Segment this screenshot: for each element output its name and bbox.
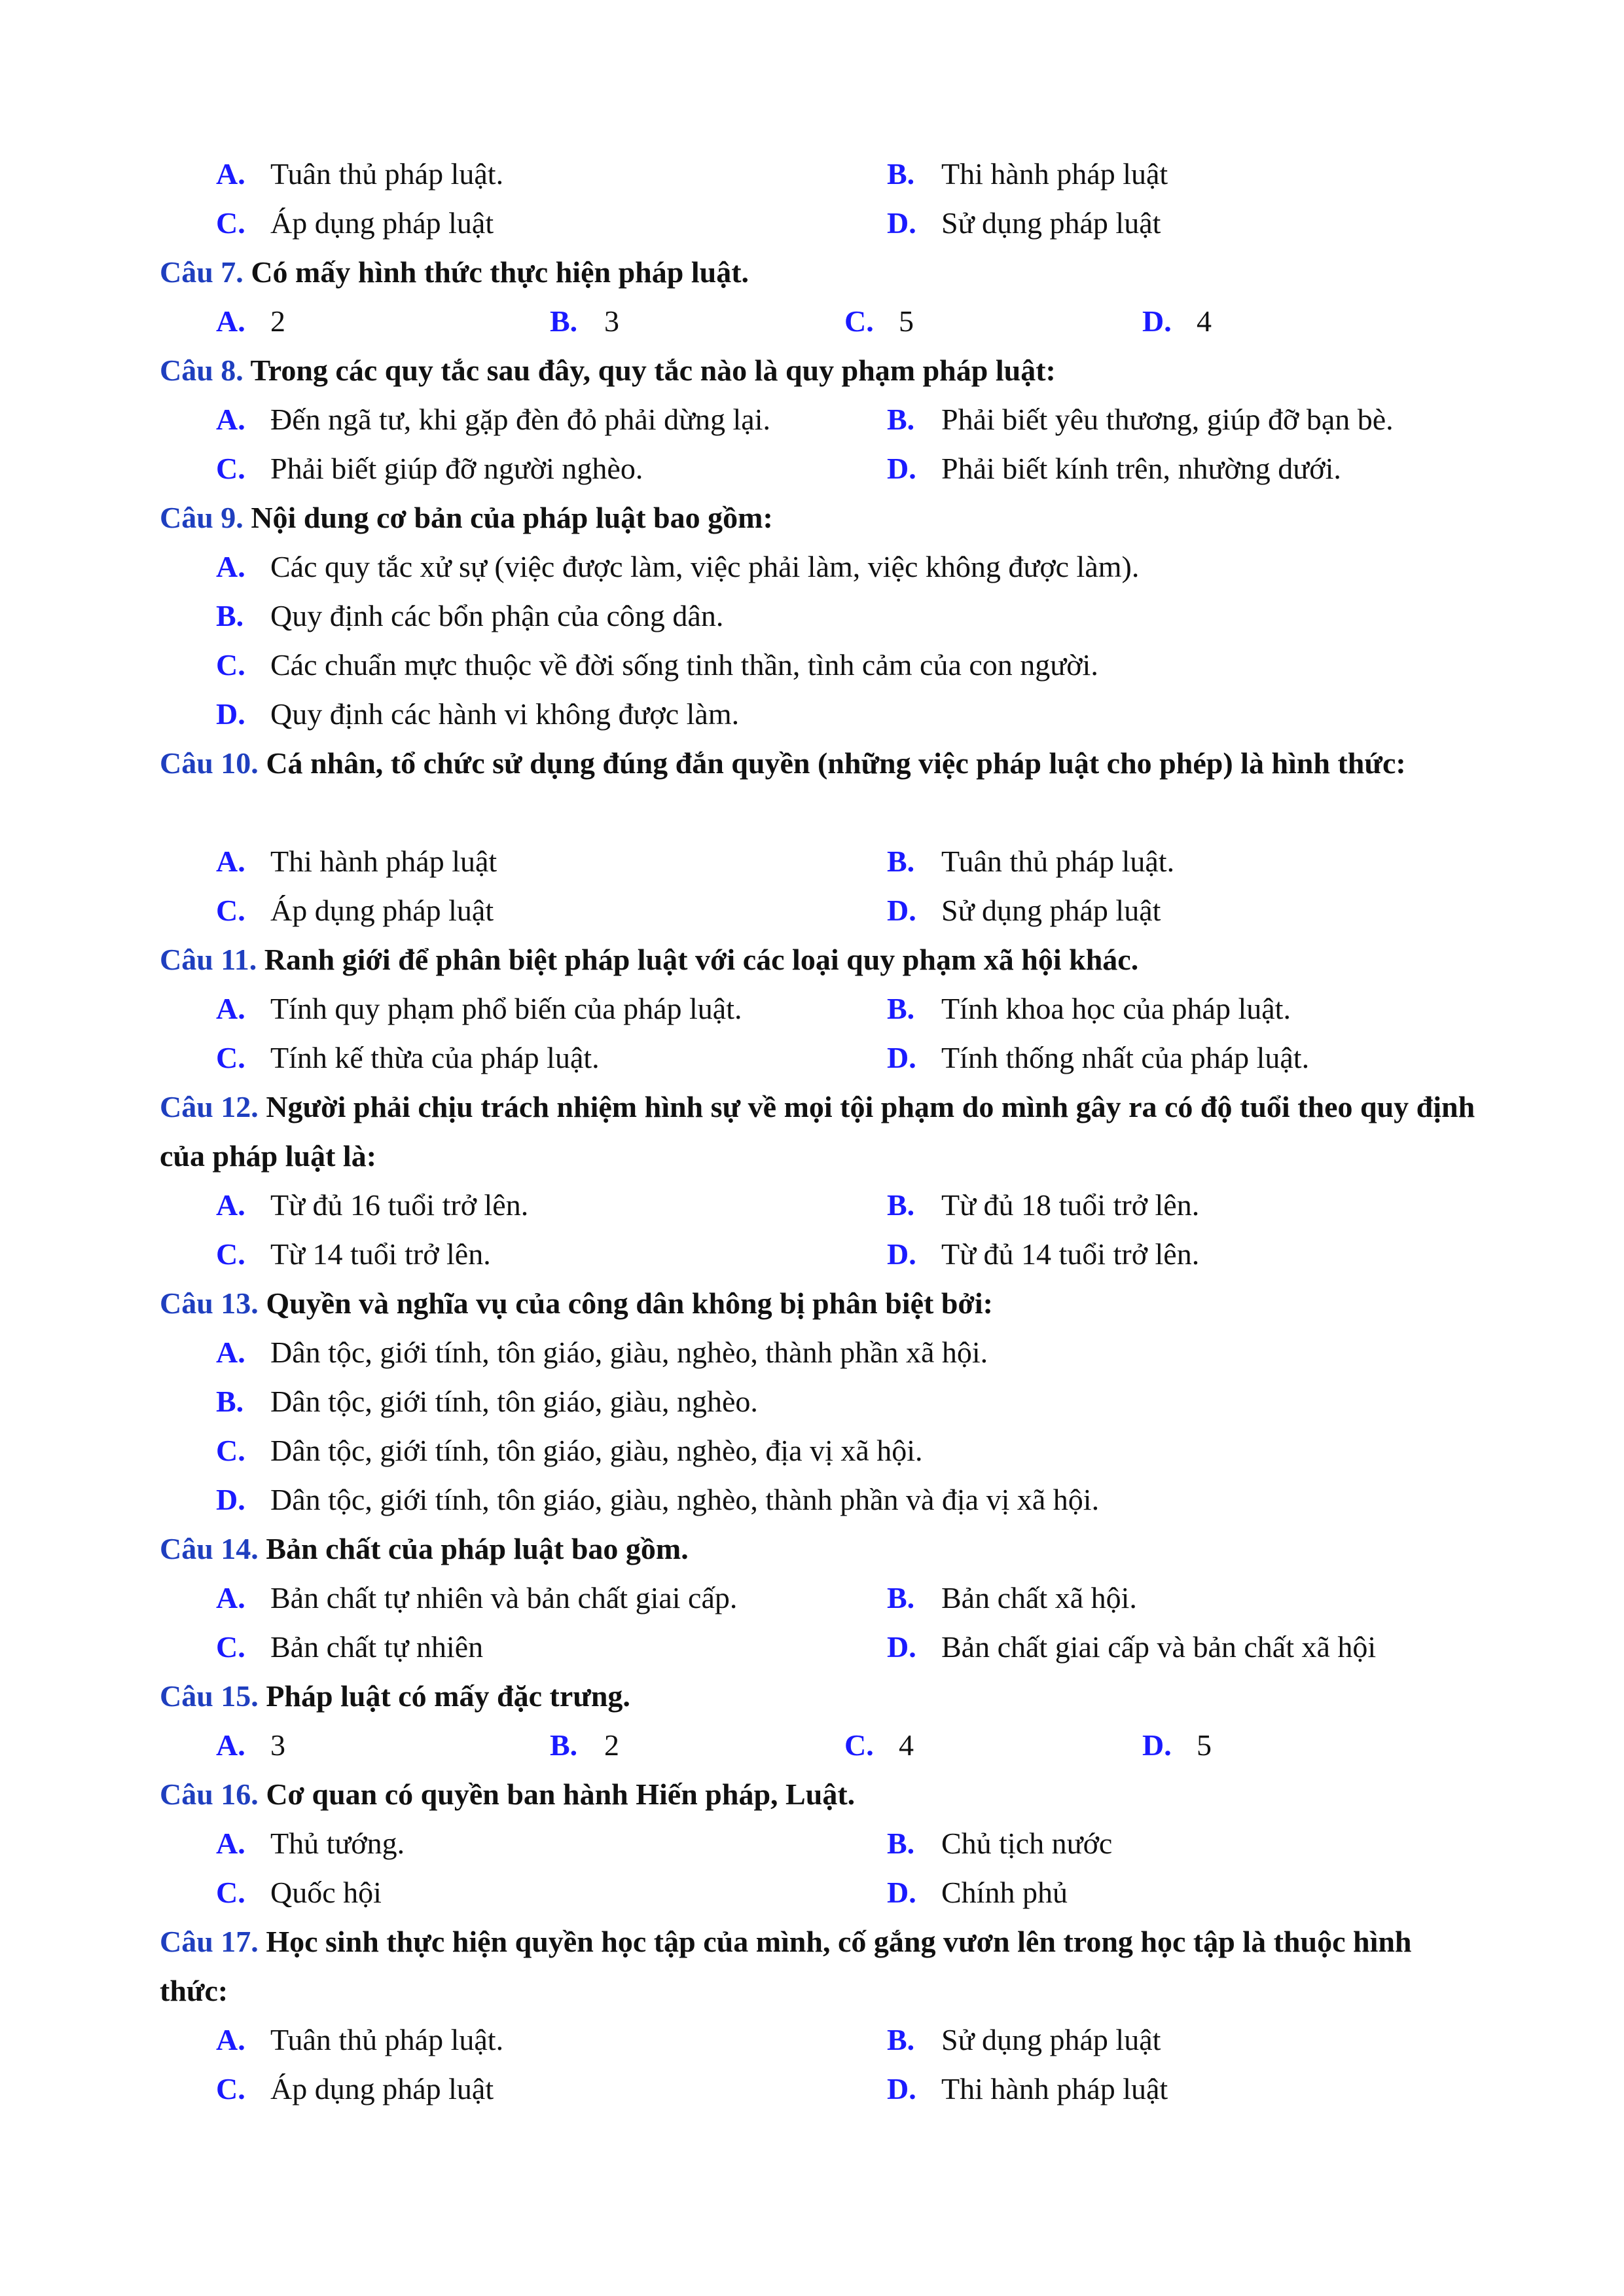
- option-text: Các chuẩn mực thuộc về đời sống tinh thần, tình cảm của con người.: [270, 648, 1098, 682]
- answer-option[interactable]: [216, 1377, 758, 1426]
- answer-option[interactable]: [216, 542, 1139, 591]
- answer-option[interactable]: [550, 297, 619, 346]
- option-label: D.: [887, 206, 916, 240]
- answer-option[interactable]: [550, 1721, 619, 1770]
- option-text: Từ đủ 18 tuổi trở lên.: [941, 1188, 1200, 1222]
- option-text: Tính quy phạm phổ biến của pháp luật.: [270, 992, 742, 1025]
- answer-option[interactable]: [887, 1033, 1309, 1082]
- option-label: B.: [887, 403, 915, 436]
- answer-option[interactable]: [887, 1573, 1137, 1622]
- question-text: Pháp luật có mấy đặc trưng.: [266, 1679, 630, 1713]
- option-label: A.: [216, 304, 245, 338]
- option-text: Tuân thủ pháp luật.: [941, 845, 1175, 878]
- option-label: C.: [216, 1237, 245, 1271]
- option-text: 2: [604, 1728, 619, 1762]
- question-stem: [160, 493, 1482, 542]
- options-row: [157, 2064, 1479, 2113]
- option-text: Sử dụng pháp luật: [941, 206, 1161, 240]
- option-text: 3: [604, 304, 619, 338]
- options-row: [157, 444, 1479, 493]
- option-label: D.: [887, 1237, 916, 1271]
- option-label: C.: [216, 206, 245, 240]
- question-text: Cơ quan có quyền ban hành Hiến pháp, Luật.: [266, 1777, 856, 1811]
- answer-option[interactable]: [216, 149, 503, 198]
- option-label: A.: [216, 1728, 245, 1762]
- question-number: Câu 7.: [160, 255, 244, 289]
- option-text: Tính khoa học của pháp luật.: [941, 992, 1291, 1025]
- answer-option[interactable]: [216, 1180, 528, 1230]
- option-label: B.: [216, 1385, 244, 1418]
- answer-option[interactable]: [216, 297, 285, 346]
- answer-option[interactable]: [216, 837, 497, 886]
- question-text: Nội dung cơ bản của pháp luật bao gồm:: [251, 501, 773, 534]
- option-label: C.: [844, 1728, 874, 1762]
- option-label: C.: [216, 452, 245, 485]
- question-number: Câu 10.: [160, 746, 259, 780]
- option-label: B.: [887, 1188, 915, 1222]
- option-text: 4: [1197, 304, 1212, 338]
- options-row: [157, 984, 1479, 1033]
- option-text: Bản chất giai cấp và bản chất xã hội: [941, 1630, 1377, 1664]
- option-text: Tính thống nhất của pháp luật.: [941, 1041, 1310, 1074]
- question-text: Cá nhân, tổ chức sử dụng đúng đắn quyền (những việc pháp luật cho phép) là hình thức:: [266, 746, 1406, 780]
- option-label: C.: [216, 1041, 245, 1074]
- options-row: [157, 1721, 1479, 1770]
- option-label: A.: [216, 1336, 245, 1369]
- option-label: A.: [216, 992, 245, 1025]
- option-text: Dân tộc, giới tính, tôn giáo, giàu, nghèo.: [270, 1385, 758, 1418]
- option-text: Sử dụng pháp luật: [941, 2023, 1161, 2056]
- option-label: D.: [887, 1630, 916, 1664]
- answer-option[interactable]: [1142, 297, 1212, 346]
- answer-option[interactable]: [216, 395, 770, 444]
- option-label: B.: [887, 992, 915, 1025]
- answer-option[interactable]: [216, 886, 494, 935]
- answer-option[interactable]: [216, 1868, 382, 1917]
- question-number: Câu 17.: [160, 1925, 259, 1958]
- options-row: [157, 640, 1479, 689]
- question-stem: [160, 738, 1482, 788]
- options-row: [157, 1180, 1479, 1230]
- option-text: Các quy tắc xử sự (việc được làm, việc phải làm, việc không được làm).: [270, 550, 1140, 583]
- question-text: Người phải chịu trách nhiệm hình sự về mọi tội phạm do mình gây ra có độ tuổi theo quy định của pháp luật là:: [160, 1090, 1475, 1173]
- option-label: A.: [216, 845, 245, 878]
- options-row: [157, 1033, 1479, 1082]
- option-label: C.: [216, 2072, 245, 2105]
- option-text: Chính phủ: [941, 1876, 1068, 1909]
- option-label: B.: [887, 2023, 915, 2056]
- answer-option[interactable]: [216, 1721, 285, 1770]
- answer-option[interactable]: [887, 1622, 1376, 1671]
- answer-option[interactable]: [216, 2015, 503, 2064]
- options-row: [157, 542, 1479, 591]
- question-stem: [160, 1524, 1482, 1573]
- answer-option[interactable]: [216, 689, 739, 738]
- question-stem: [160, 935, 1482, 984]
- option-label: D.: [887, 1041, 916, 1074]
- options-row: [157, 1230, 1479, 1279]
- answer-option[interactable]: [887, 1180, 1199, 1230]
- option-text: Chủ tịch nước: [941, 1827, 1113, 1860]
- question-number: Câu 15.: [160, 1679, 259, 1713]
- option-label: B.: [887, 157, 915, 191]
- answer-option[interactable]: [887, 198, 1161, 247]
- question-stem: [160, 1671, 1482, 1721]
- option-text: Từ đủ 14 tuổi trở lên.: [941, 1237, 1200, 1271]
- answer-option[interactable]: [887, 2015, 1161, 2064]
- option-text: Dân tộc, giới tính, tôn giáo, giàu, nghèo, thành phần và địa vị xã hội.: [270, 1483, 1100, 1516]
- option-text: Dân tộc, giới tính, tôn giáo, giàu, nghèo, thành phần xã hội.: [270, 1336, 988, 1369]
- answer-option[interactable]: [887, 1868, 1068, 1917]
- options-row: [157, 886, 1479, 935]
- option-text: Áp dụng pháp luật: [270, 206, 494, 240]
- question-stem: [160, 346, 1482, 395]
- option-text: Thi hành pháp luật: [941, 157, 1168, 191]
- answer-option[interactable]: [216, 1426, 923, 1475]
- answer-option[interactable]: [216, 1573, 737, 1622]
- option-label: A.: [216, 1827, 245, 1860]
- option-text: Áp dụng pháp luật: [270, 894, 494, 927]
- option-label: D.: [887, 452, 916, 485]
- answer-option[interactable]: [216, 1475, 1099, 1524]
- option-label: A.: [216, 403, 245, 436]
- option-text: Phải biết yêu thương, giúp đỡ bạn bè.: [941, 403, 1394, 436]
- option-text: Tuân thủ pháp luật.: [270, 157, 504, 191]
- question-stem: [160, 1770, 1482, 1819]
- question-number: Câu 12.: [160, 1090, 259, 1123]
- answer-option[interactable]: [216, 1819, 405, 1868]
- question-stem: [160, 247, 1482, 297]
- answer-option[interactable]: [216, 2064, 494, 2113]
- option-text: Dân tộc, giới tính, tôn giáo, giàu, nghèo, địa vị xã hội.: [270, 1434, 923, 1467]
- option-text: Sử dụng pháp luật: [941, 894, 1161, 927]
- option-label: C.: [216, 648, 245, 682]
- answer-option[interactable]: [887, 395, 1394, 444]
- options-row: [157, 1377, 1479, 1426]
- option-text: Tuân thủ pháp luật.: [270, 2023, 504, 2056]
- option-label: B.: [550, 304, 578, 338]
- question-text: Ranh giới để phân biệt pháp luật với các loại quy phạm xã hội khác.: [264, 943, 1139, 976]
- option-label: C.: [844, 304, 874, 338]
- option-text: Từ đủ 16 tuổi trở lên.: [270, 1188, 529, 1222]
- answer-option[interactable]: [216, 1328, 988, 1377]
- question-number: Câu 11.: [160, 943, 257, 976]
- answer-option[interactable]: [887, 1819, 1112, 1868]
- options-row: [157, 1573, 1479, 1622]
- options-row: [157, 395, 1479, 444]
- option-text: 5: [899, 304, 914, 338]
- option-text: Áp dụng pháp luật: [270, 2072, 494, 2105]
- option-label: A.: [216, 2023, 245, 2056]
- option-label: B.: [216, 599, 244, 632]
- options-row: [157, 591, 1479, 640]
- option-label: C.: [216, 894, 245, 927]
- option-label: D.: [1142, 304, 1172, 338]
- question-stem: [160, 1917, 1482, 2015]
- option-text: Phải biết kính trên, nhường dưới.: [941, 452, 1341, 485]
- options-row: [157, 1328, 1479, 1377]
- answer-option[interactable]: [887, 2064, 1168, 2113]
- question-number: Câu 16.: [160, 1777, 259, 1811]
- option-text: Từ 14 tuổi trở lên.: [270, 1237, 491, 1271]
- answer-option[interactable]: [887, 837, 1174, 886]
- option-text: Tính kế thừa của pháp luật.: [270, 1041, 600, 1074]
- options-row: [157, 1868, 1479, 1917]
- question-number: Câu 13.: [160, 1286, 259, 1320]
- options-row: [157, 2015, 1479, 2064]
- answer-option[interactable]: [844, 1721, 914, 1770]
- option-text: Bản chất tự nhiên: [270, 1630, 484, 1664]
- option-label: D.: [887, 894, 916, 927]
- option-text: 3: [270, 1728, 285, 1762]
- question-text: Bản chất của pháp luật bao gồm.: [266, 1532, 689, 1565]
- answer-option[interactable]: [216, 1622, 483, 1671]
- option-label: B.: [550, 1728, 578, 1762]
- options-row: [157, 689, 1479, 738]
- options-row: [157, 1475, 1479, 1524]
- answer-option[interactable]: [887, 149, 1168, 198]
- option-text: 2: [270, 304, 285, 338]
- option-text: Bản chất xã hội.: [941, 1581, 1137, 1614]
- option-text: Thủ tướng.: [270, 1827, 405, 1860]
- option-text: Đến ngã tư, khi gặp đèn đỏ phải dừng lại.: [270, 403, 770, 436]
- option-label: A.: [216, 550, 245, 583]
- answer-option[interactable]: [216, 640, 1098, 689]
- question-text: Học sinh thực hiện quyền học tập của mình, cố gắng vươn lên trong học tập là thuộc hình thức:: [160, 1925, 1412, 2007]
- answer-option[interactable]: [216, 198, 494, 247]
- answer-option[interactable]: [887, 1230, 1199, 1279]
- options-row: [157, 1426, 1479, 1475]
- option-label: D.: [216, 697, 245, 731]
- answer-option[interactable]: [216, 591, 723, 640]
- option-text: Thi hành pháp luật: [941, 2072, 1168, 2105]
- question-number: Câu 8.: [160, 354, 244, 387]
- option-label: A.: [216, 1581, 245, 1614]
- options-row: [157, 837, 1479, 886]
- question-number: Câu 9.: [160, 501, 244, 534]
- answer-option[interactable]: [887, 444, 1341, 493]
- option-text: Quy định các hành vi không được làm.: [270, 697, 740, 731]
- option-text: Quốc hội: [270, 1876, 382, 1909]
- option-label: B.: [887, 1581, 915, 1614]
- option-label: C.: [216, 1630, 245, 1664]
- answer-option[interactable]: [887, 886, 1161, 935]
- options-row: [157, 297, 1479, 346]
- option-label: C.: [216, 1434, 245, 1467]
- answer-option[interactable]: [216, 984, 742, 1033]
- option-label: C.: [216, 1876, 245, 1909]
- option-label: D.: [216, 1483, 245, 1516]
- answer-option[interactable]: [216, 1033, 600, 1082]
- option-text: 4: [899, 1728, 914, 1762]
- question-text: Có mấy hình thức thực hiện pháp luật.: [251, 255, 749, 289]
- answer-option[interactable]: [216, 444, 643, 493]
- answer-option[interactable]: [1142, 1721, 1212, 1770]
- option-text: Bản chất tự nhiên và bản chất giai cấp.: [270, 1581, 738, 1614]
- option-label: B.: [887, 1827, 915, 1860]
- options-row: [157, 1622, 1479, 1671]
- option-label: D.: [1142, 1728, 1172, 1762]
- question-stem: [160, 1279, 1482, 1328]
- answer-option[interactable]: [887, 984, 1291, 1033]
- answer-option[interactable]: [216, 1230, 491, 1279]
- option-text: Phải biết giúp đỡ người nghèo.: [270, 452, 643, 485]
- option-text: Thi hành pháp luật: [270, 845, 497, 878]
- options-row: [157, 198, 1479, 247]
- option-label: A.: [216, 1188, 245, 1222]
- option-label: B.: [887, 845, 915, 878]
- question-stem: [160, 1082, 1482, 1180]
- option-text: Quy định các bổn phận của công dân.: [270, 599, 724, 632]
- option-label: D.: [887, 1876, 916, 1909]
- question-text: Trong các quy tắc sau đây, quy tắc nào là quy phạm pháp luật:: [250, 354, 1056, 387]
- option-text: 5: [1197, 1728, 1212, 1762]
- question-text: Quyền và nghĩa vụ của công dân không bị phân biệt bởi:: [266, 1286, 993, 1320]
- question-number: Câu 14.: [160, 1532, 259, 1565]
- options-row: [157, 1819, 1479, 1868]
- option-label: A.: [216, 157, 245, 191]
- options-row: [157, 149, 1479, 198]
- option-label: D.: [887, 2072, 916, 2105]
- answer-option[interactable]: [844, 297, 914, 346]
